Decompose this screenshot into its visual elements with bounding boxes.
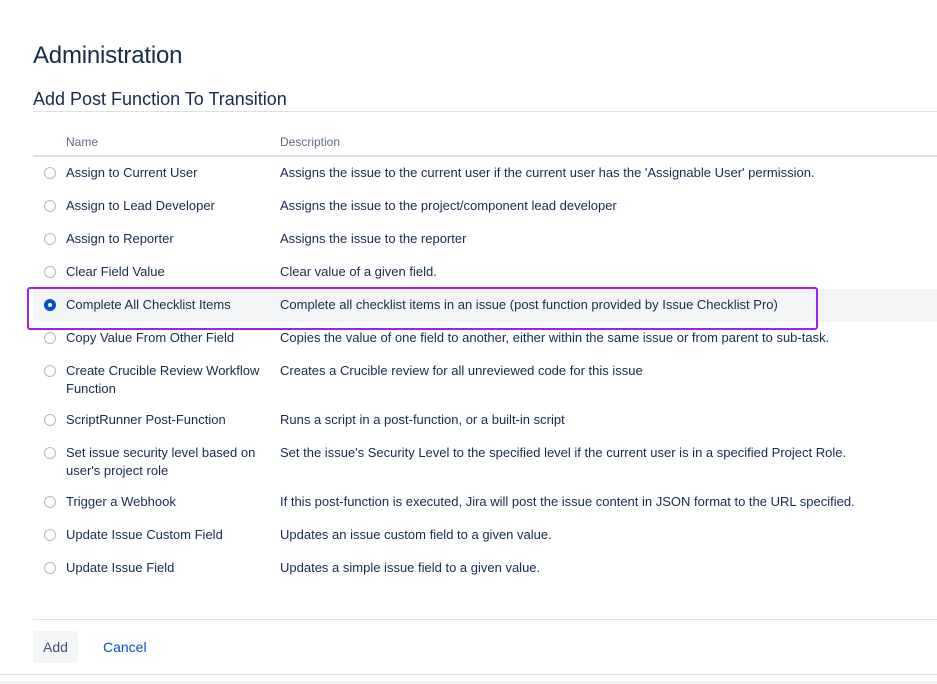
radio-cell bbox=[33, 486, 66, 519]
radio-button[interactable] bbox=[44, 167, 56, 179]
function-description: If this post-function is executed, Jira will post the issue content in JSON format to the URL specified. bbox=[280, 494, 855, 509]
form-footer-divider bbox=[33, 619, 937, 620]
table-row[interactable] bbox=[33, 322, 937, 355]
function-name: ScriptRunner Post-Function bbox=[66, 412, 226, 427]
radio-cell bbox=[33, 223, 66, 256]
function-name: Trigger a Webhook bbox=[66, 494, 176, 509]
radio-cell bbox=[33, 190, 66, 223]
radio-button[interactable] bbox=[44, 200, 56, 212]
function-description: Copies the value of one field to another, either within the same issue or from parent to sub-task. bbox=[280, 330, 830, 345]
table-row[interactable] bbox=[33, 190, 937, 223]
function-description: Runs a script in a post-function, or a built-in script bbox=[280, 412, 565, 427]
radio-cell bbox=[33, 322, 66, 355]
function-name: Copy Value From Other Field bbox=[66, 330, 235, 345]
table-header-row bbox=[33, 129, 937, 156]
radio-column-header bbox=[33, 129, 66, 156]
page-title: Administration bbox=[33, 42, 183, 69]
radio-button[interactable] bbox=[44, 414, 56, 426]
table-row[interactable] bbox=[33, 256, 937, 289]
radio-cell bbox=[33, 552, 66, 585]
function-name: Assign to Lead Developer bbox=[66, 198, 215, 213]
function-description: Updates a simple issue field to a given value. bbox=[280, 560, 541, 575]
function-name: Update Issue Field bbox=[66, 560, 175, 575]
table-row[interactable] bbox=[33, 486, 937, 519]
cancel-button[interactable]: Cancel bbox=[93, 631, 157, 663]
function-description: Clear value of a given field. bbox=[280, 264, 437, 279]
function-description: Assigns the issue to the project/component lead developer bbox=[280, 198, 617, 213]
radio-cell bbox=[33, 437, 66, 486]
radio-button[interactable] bbox=[44, 365, 56, 377]
function-description: Creates a Crucible review for all unreviewed code for this issue bbox=[280, 363, 643, 378]
radio-button-selected[interactable] bbox=[44, 299, 56, 311]
radio-button[interactable] bbox=[44, 562, 56, 574]
radio-cell bbox=[33, 404, 66, 437]
function-description: Complete all checklist items in an issue (post function provided by Issue Checklist Pro) bbox=[280, 289, 937, 322]
function-name: Update Issue Custom Field bbox=[66, 527, 223, 542]
function-description: Set the issue's Security Level to the specified level if the current user is in a specified Project Role. bbox=[280, 445, 847, 460]
page-footer-divider bbox=[0, 674, 937, 675]
section-title: Add Post Function To Transition bbox=[33, 89, 287, 109]
table-row[interactable] bbox=[33, 552, 937, 585]
add-button[interactable]: Add bbox=[33, 631, 78, 663]
radio-cell bbox=[33, 355, 66, 404]
table-row[interactable] bbox=[33, 519, 937, 552]
function-name: Set issue security level based on user's project role bbox=[66, 445, 256, 478]
table-row[interactable] bbox=[33, 355, 937, 404]
table-row[interactable] bbox=[33, 156, 937, 190]
table-body bbox=[33, 156, 937, 585]
name-column-header: Name bbox=[66, 129, 280, 156]
radio-button[interactable] bbox=[44, 496, 56, 508]
radio-button[interactable] bbox=[44, 447, 56, 459]
table-row[interactable] bbox=[33, 289, 937, 322]
post-function-table bbox=[33, 129, 937, 585]
radio-cell bbox=[33, 256, 66, 289]
function-name: Create Crucible Review Workflow Function bbox=[66, 363, 260, 396]
function-name: Clear Field Value bbox=[66, 264, 165, 279]
table-row[interactable] bbox=[33, 404, 937, 437]
radio-button[interactable] bbox=[44, 233, 56, 245]
function-description: Assigns the issue to the current user if the current user has the 'Assignable User' permission. bbox=[280, 165, 815, 180]
table-row[interactable] bbox=[33, 223, 937, 256]
radio-cell bbox=[33, 289, 66, 322]
radio-button[interactable] bbox=[44, 266, 56, 278]
table-row[interactable] bbox=[33, 437, 937, 486]
section-divider bbox=[33, 111, 937, 112]
radio-button[interactable] bbox=[44, 529, 56, 541]
function-name: Assign to Current User bbox=[66, 165, 198, 180]
radio-cell bbox=[33, 156, 66, 190]
radio-cell bbox=[33, 519, 66, 552]
function-name: Assign to Reporter bbox=[66, 231, 174, 246]
function-description: Assigns the issue to the reporter bbox=[280, 231, 467, 246]
function-description: Updates an issue custom field to a given value. bbox=[280, 527, 552, 542]
description-column-header: Description bbox=[280, 129, 937, 156]
function-name: Complete All Checklist Items bbox=[66, 289, 280, 322]
radio-button[interactable] bbox=[44, 332, 56, 344]
